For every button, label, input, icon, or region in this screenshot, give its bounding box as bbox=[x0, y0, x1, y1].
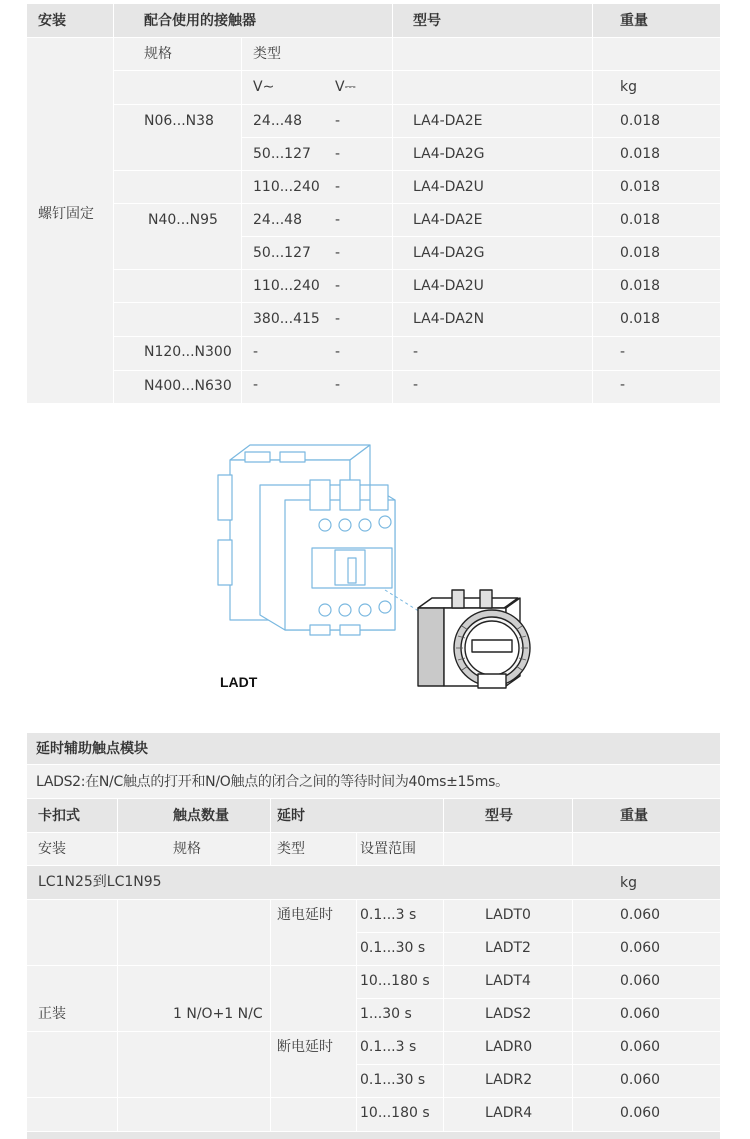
t2-header-model: 型号 bbox=[485, 808, 513, 824]
t2-subheader-spec: 规格 bbox=[173, 841, 201, 857]
t2-model-value: LADT0 bbox=[485, 907, 531, 923]
t1-weight-value: 0.018 bbox=[620, 278, 661, 294]
t2-model-value: LADT4 bbox=[485, 973, 531, 989]
t1-spec-group: N120...N300 bbox=[144, 344, 232, 360]
t2-header-contacts: 触点数量 bbox=[173, 808, 229, 824]
figure-label: LADT bbox=[220, 674, 258, 690]
t1-spec-group: N400...N630 bbox=[144, 378, 232, 394]
t2-weight-value: 0.060 bbox=[620, 907, 661, 923]
t2-weight-value: 0.060 bbox=[620, 1006, 661, 1022]
t1-header-contactor: 配合使用的接触器 bbox=[144, 13, 256, 29]
t1-model-value: LA4-DA2U bbox=[413, 278, 484, 294]
t2-weight-value: 0.060 bbox=[620, 973, 661, 989]
t1-dc-value: - bbox=[335, 311, 341, 327]
t2-model-value: LADS2 bbox=[485, 1006, 532, 1022]
t1-weight-value: 0.018 bbox=[620, 212, 661, 228]
t1-header-weight: 重量 bbox=[620, 13, 648, 29]
t2-weight-value: 0.060 bbox=[620, 1072, 661, 1088]
t2-model-value: LADR0 bbox=[485, 1039, 533, 1055]
t1-ac-value: - bbox=[253, 344, 259, 360]
t1-subheader-spec: 规格 bbox=[144, 46, 172, 62]
t2-header-snap: 卡扣式 bbox=[38, 808, 80, 824]
t1-dc-value: - bbox=[335, 113, 341, 129]
t1-ac-value: 50...127 bbox=[253, 146, 311, 162]
t2-subheader-type: 类型 bbox=[277, 841, 305, 857]
t1-ac-value: 24...48 bbox=[253, 113, 302, 129]
t1-model-value: LA4-DA2G bbox=[413, 245, 485, 261]
t2-header-weight: 重量 bbox=[620, 808, 648, 824]
t2-header-delay: 延时 bbox=[277, 808, 305, 824]
t2-subheader-range: 设置范围 bbox=[360, 841, 416, 857]
t1-model-value: LA4-DA2G bbox=[413, 146, 485, 162]
t1-dc-value: - bbox=[335, 212, 341, 228]
t1-model-value: - bbox=[413, 377, 419, 393]
t1-dc-value: - bbox=[335, 245, 341, 261]
table1-header-row bbox=[27, 4, 720, 37]
t2-weight-value: 0.060 bbox=[620, 1105, 661, 1121]
t2-title: 延时辅助触点模块 bbox=[36, 741, 148, 757]
t1-spec-group: N40...N95 bbox=[148, 212, 218, 228]
t1-model-value: LA4-DA2E bbox=[413, 212, 483, 228]
table2-header-row bbox=[27, 798, 720, 832]
t2-note: LADS2:在N/C触点的打开和N/O触点的闭合之间的等待时间为40ms±15ms。 bbox=[36, 774, 509, 790]
t1-ac-header: V∼ bbox=[253, 79, 275, 95]
t2-delay-type: 断电延时 bbox=[277, 1039, 333, 1055]
t1-dc-value: - bbox=[335, 146, 341, 162]
t1-model-value: LA4-DA2U bbox=[413, 179, 484, 195]
t1-ac-value: 50...127 bbox=[253, 245, 311, 261]
t2-range-value: 10...180 s bbox=[360, 1105, 430, 1121]
t1-ac-value: 24...48 bbox=[253, 212, 302, 228]
t1-weight-value: 0.018 bbox=[620, 311, 661, 327]
t2-range-value: 1...30 s bbox=[360, 1006, 412, 1022]
t2-delay-type: 通电延时 bbox=[277, 907, 333, 923]
t2-range-value: 0.1...3 s bbox=[360, 907, 417, 923]
t2-range-value: 10...180 s bbox=[360, 973, 430, 989]
t1-weight-value: 0.018 bbox=[620, 113, 661, 129]
t1-dc-value: - bbox=[335, 278, 341, 294]
t1-weight-value: 0.018 bbox=[620, 179, 661, 195]
table1-body bbox=[27, 37, 720, 403]
t1-subheader-type: 类型 bbox=[253, 46, 281, 62]
contactor-illustration bbox=[200, 430, 550, 700]
t2-range-value: 0.1...3 s bbox=[360, 1039, 417, 1055]
ladt-figure bbox=[200, 430, 550, 700]
t1-header-install: 安装 bbox=[38, 13, 66, 29]
t1-dc-value: - bbox=[335, 344, 341, 360]
t2-model-value: LADR4 bbox=[485, 1105, 533, 1121]
t1-dc-value: - bbox=[335, 377, 341, 393]
t1-unit: kg bbox=[620, 79, 637, 95]
t1-model-value: LA4-DA2N bbox=[413, 311, 485, 327]
t2-model-value: LADT2 bbox=[485, 940, 531, 956]
t2-range-value: 0.1...30 s bbox=[360, 940, 426, 956]
t2-model-value: LADR2 bbox=[485, 1072, 533, 1088]
t2-contacts-label: 1 N/O+1 N/C bbox=[173, 1006, 263, 1022]
t1-weight-value: - bbox=[620, 377, 626, 393]
t1-ac-value: 110...240 bbox=[253, 278, 320, 294]
t1-model-value: LA4-DA2E bbox=[413, 113, 483, 129]
t1-model-value: - bbox=[413, 344, 419, 360]
table2-footer-strip bbox=[27, 1131, 720, 1139]
t2-subheader-install: 安装 bbox=[38, 841, 66, 857]
t2-range-value: 0.1...30 s bbox=[360, 1072, 426, 1088]
t1-ac-value: - bbox=[253, 377, 259, 393]
t1-weight-value: 0.018 bbox=[620, 146, 661, 162]
t1-install-label: 螺钉固定 bbox=[38, 206, 94, 222]
t1-ac-value: 110...240 bbox=[253, 179, 320, 195]
t1-weight-value: - bbox=[620, 344, 626, 360]
t2-weight-value: 0.060 bbox=[620, 940, 661, 956]
t2-weight-value: 0.060 bbox=[620, 1039, 661, 1055]
t1-ac-value: 380...415 bbox=[253, 311, 320, 327]
t2-install-label: 正装 bbox=[38, 1006, 66, 1022]
t1-header-model: 型号 bbox=[413, 13, 441, 29]
t2-unit: kg bbox=[620, 875, 637, 891]
t1-dc-value: - bbox=[335, 179, 341, 195]
t1-dc-header: V⎓ bbox=[335, 79, 356, 95]
t1-weight-value: 0.018 bbox=[620, 245, 661, 261]
contactor-mount-table bbox=[27, 4, 720, 403]
t1-spec-group: N06...N38 bbox=[144, 113, 214, 129]
t2-range-label: LC1N25到LC1N95 bbox=[38, 874, 162, 890]
